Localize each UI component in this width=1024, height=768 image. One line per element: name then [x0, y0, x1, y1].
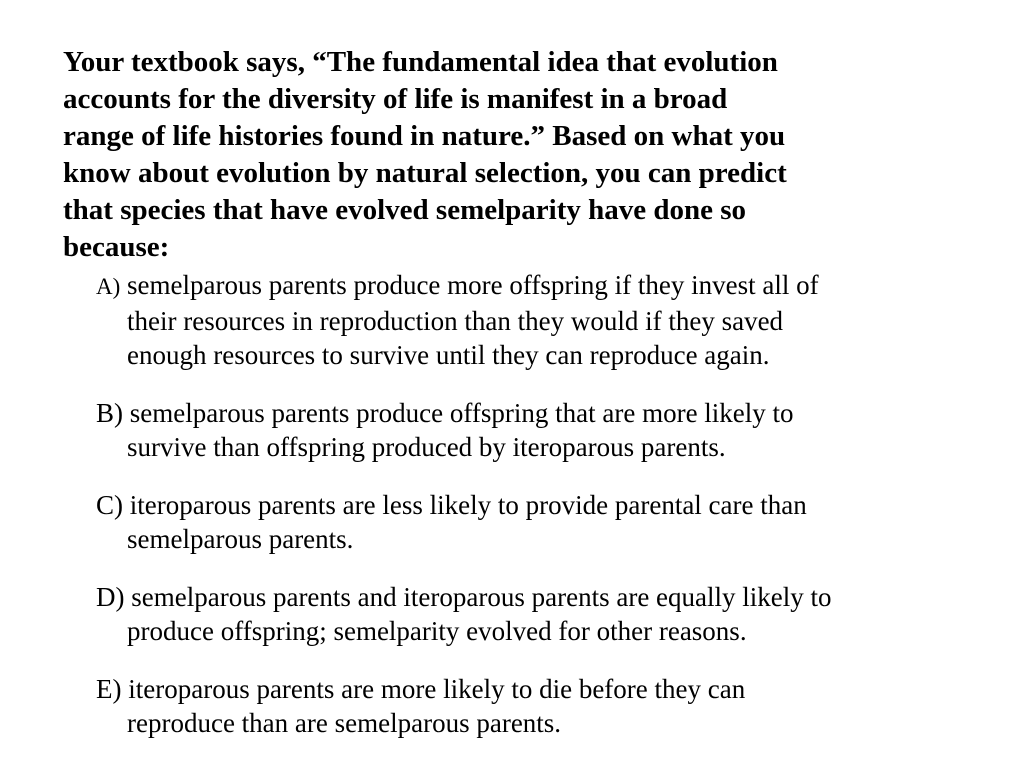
answer-option-e	[96, 672, 996, 740]
question-line: know about evolution by natural selection, you can predict	[63, 157, 787, 189]
answer-option-d	[96, 580, 996, 648]
question-line: Your textbook says, “The fundamental idea that evolution	[63, 46, 778, 78]
option-text: enough resources to survive until they can reproduce again.	[127, 340, 770, 370]
option-first-line	[96, 396, 996, 430]
option-first-line	[96, 672, 996, 706]
answer-options-list	[96, 268, 996, 764]
option-text: iteroparous parents are more likely to die before they can	[128, 674, 746, 704]
option-text: semelparous parents and iteroparous parents are equally likely to	[131, 582, 832, 612]
answer-option-b	[96, 396, 996, 464]
option-label: E)	[96, 674, 122, 704]
option-label: A)	[96, 274, 121, 299]
option-text: survive than offspring produced by iteroparous parents.	[127, 432, 726, 462]
option-text: semelparous parents produce more offspring if they invest all of	[127, 270, 819, 300]
question-line: range of life histories found in nature.” Based on what you	[63, 120, 786, 152]
option-first-line	[96, 488, 996, 522]
option-text: iteroparous parents are less likely to provide parental care than	[129, 490, 807, 520]
answer-option-c	[96, 488, 996, 556]
option-label: C)	[96, 490, 123, 520]
option-text: reproduce than are semelparous parents.	[127, 708, 562, 738]
option-text: semelparous parents produce offspring that are more likely to	[129, 398, 794, 428]
option-label: B)	[96, 398, 123, 428]
question-line: because:	[63, 231, 170, 263]
question-text	[63, 44, 963, 266]
option-label: D)	[96, 582, 125, 612]
question-line: that species that have evolved semelparity have done so	[63, 194, 747, 226]
option-text: their resources in reproduction than they would if they saved	[127, 306, 784, 336]
option-first-line	[96, 268, 996, 304]
option-first-line	[96, 580, 996, 614]
option-text: produce offspring; semelparity evolved for other reasons.	[127, 616, 747, 646]
option-text: semelparous parents.	[127, 524, 354, 554]
answer-option-a	[96, 268, 996, 372]
question-line: accounts for the diversity of life is manifest in a broad	[63, 83, 728, 115]
